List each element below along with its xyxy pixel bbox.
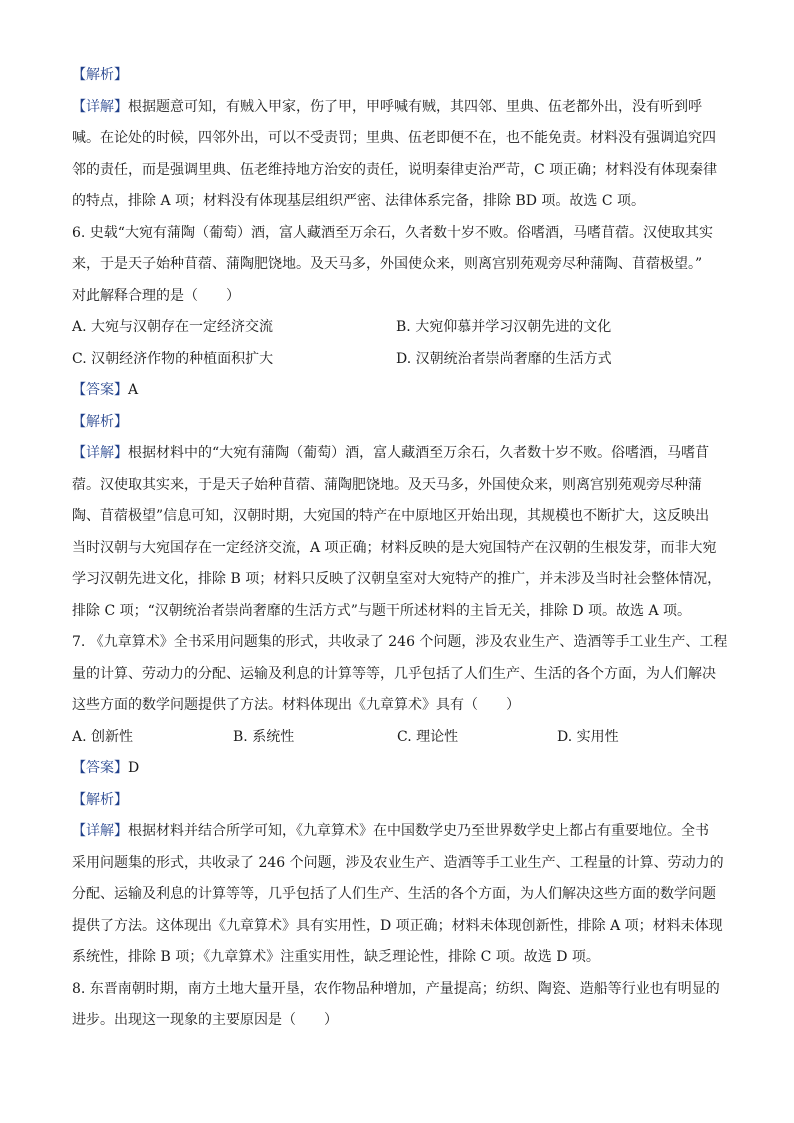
line-text: 6. 史载“大宛有蒲陶（葡萄）酒，富人藏酒至万余石，久者数十岁不败。俗嗜酒，马嗜苜蓿。汉使取其实 (72, 224, 713, 241)
text-line (72, 123, 732, 155)
line-text: 提供了方法。这体现出《九章算术》具有实用性，D 项正确；材料未体现创新性，排除 A 项；材料未体现 (72, 917, 723, 934)
option-item: A. 创新性 (72, 728, 134, 745)
section-label: 【解析】 (72, 67, 128, 83)
line-text: 系统性，排除 B 项；《九章算术》注重实用性，缺乏理论性，排除 C 项。故选 D 项。 (72, 949, 600, 965)
section-label: 【详解】 (72, 823, 128, 839)
line-text: 排除 C 项；“汉朝统治者崇尚奢靡的生活方式”与题干所述材料的主旨无关，排除 D 项。故选 A 项。 (72, 602, 692, 619)
text-line (72, 470, 732, 502)
line-text: 邻的责任，而是强调里典、伍老维持地方治安的责任，说明秦律吏治严苛，C 项正确；材料没有体现秦律 (72, 161, 718, 178)
text-line (72, 407, 732, 439)
line-text: D (128, 760, 140, 776)
line-text: 喊。在论处的时候，四邻外出，可以不受责罚；里典、伍老即便不在，也不能免责。材料没有强调追究四 (72, 130, 716, 146)
text-line (72, 942, 732, 974)
line-text: 分配、运输及利息的计算等等，几乎包括了人们生产、生活的各个方面，为人们解决这些方面的数学问题 (72, 886, 716, 902)
line-text: 根据题意可知，有贼入甲家，伤了甲，甲呼喊有贼，其四邻、里典、伍老都外出，没有听到呼 (128, 98, 702, 115)
text-line (72, 281, 732, 313)
option-item: A. 大宛与汉朝存在一定经济交流 (72, 319, 274, 335)
line-text: 根据材料中的“大宛有蒲陶（葡萄）酒，富人藏酒至万余石，久者数十岁不败。俗嗜酒，马嗜苜 (128, 445, 710, 461)
line-text: 蓿。汉使取其实来，于是天子始种苜蓿、蒲陶肥饶地。及天马多，外国使众来，则离宫别苑观旁尽种蒲 (72, 476, 702, 493)
text-line (72, 627, 732, 659)
section-label: 【详解】 (72, 98, 128, 115)
text-line (72, 596, 732, 628)
line-text: 学习汉朝先进文化，排除 B 项；材料只反映了汉朝皇室对大宛特产的推广，并未涉及当时社会整体情况， (72, 571, 722, 587)
text-line (72, 848, 732, 880)
option-item: D. 汉朝统治者崇尚奢靡的生活方式 (396, 350, 612, 367)
text-line (72, 753, 732, 785)
option-item: B. 大宛仰慕并学习汉朝先进的文化 (396, 319, 612, 335)
text-line (72, 501, 732, 533)
text-line (72, 92, 732, 124)
text-line (72, 690, 732, 722)
text-line (72, 564, 732, 596)
section-label: 【详解】 (72, 445, 128, 461)
line-text: 这些方面的数学问题提供了方法。材料体现出《九章算术》具有（ ） (72, 697, 520, 713)
section-label: 【解析】 (72, 413, 128, 430)
text-line (72, 659, 732, 691)
line-text: 对此解释合理的是（ ） (72, 287, 240, 304)
text-line (72, 533, 732, 565)
document-page (72, 60, 732, 1037)
text-line (72, 60, 732, 92)
text-line (72, 249, 732, 281)
section-label: 【答案】 (72, 382, 128, 398)
text-line (72, 1005, 732, 1037)
line-text: 量的计算、劳动力的分配、运输及利息的计算等等，几乎包括了人们生产、生活的各个方面，为人们解决 (72, 665, 716, 682)
line-text: 的特点，排除 A 项；材料没有体现基层组织严密、法律体系完备，排除 BD 项。故选 C 项。 (72, 193, 646, 209)
line-text: 7. 《九章算术》全书采用问题集的形式，共收录了 246 个问题，涉及农业生产、造酒等手工业生产、工程 (72, 634, 728, 650)
line-text: 当时汉朝与大宛国存在一定经济交流，A 项正确；材料反映的是大宛国特产在汉朝的生根发芽，而非大宛 (72, 539, 717, 556)
text-line (72, 911, 732, 943)
option-item: B. 系统性 (233, 728, 295, 745)
text-line (72, 816, 732, 848)
line-text: A (128, 382, 139, 398)
options-row (72, 722, 732, 754)
line-text: 进步。出现这一现象的主要原因是（ ） (72, 1012, 338, 1028)
line-text: 根据材料并结合所学可知，《九章算术》在中国数学史乃至世界数学史上都占有重要地位。全书 (128, 823, 709, 839)
options-row (72, 312, 732, 344)
line-text: 8. 东晋南朝时期，南方土地大量开垦，农作物品种增加，产量提高；纺织、陶瓷、造船等行业也有明显的 (72, 980, 720, 997)
option-item: C. 汉朝经济作物的种植面积扩大 (72, 350, 274, 367)
text-line (72, 375, 732, 407)
text-line (72, 785, 732, 817)
text-line (72, 974, 732, 1006)
text-line (72, 155, 732, 187)
line-text: 陶、苜蓿极望”信息可知，汉朝时期，大宛国的特产在中原地区开始出现，其规模也不断扩大，这反映出 (72, 508, 710, 524)
line-text: 来，于是天子始种苜蓿、蒲陶肥饶地。及天马多，外国使众来，则离宫别苑观旁尽种蒲陶、苜蓿极望。” (72, 256, 703, 272)
options-row (72, 344, 732, 376)
text-line (72, 879, 732, 911)
option-item: D. 实用性 (557, 728, 619, 745)
option-item: C. 理论性 (397, 728, 459, 745)
text-line (72, 218, 732, 250)
section-label: 【答案】 (72, 760, 128, 776)
section-label: 【解析】 (72, 791, 128, 808)
text-line (72, 438, 732, 470)
text-line (72, 186, 732, 218)
line-text: 采用问题集的形式，共收录了 246 个问题，涉及农业生产、造酒等手工业生产、工程量的计算、劳动力的 (72, 854, 724, 871)
